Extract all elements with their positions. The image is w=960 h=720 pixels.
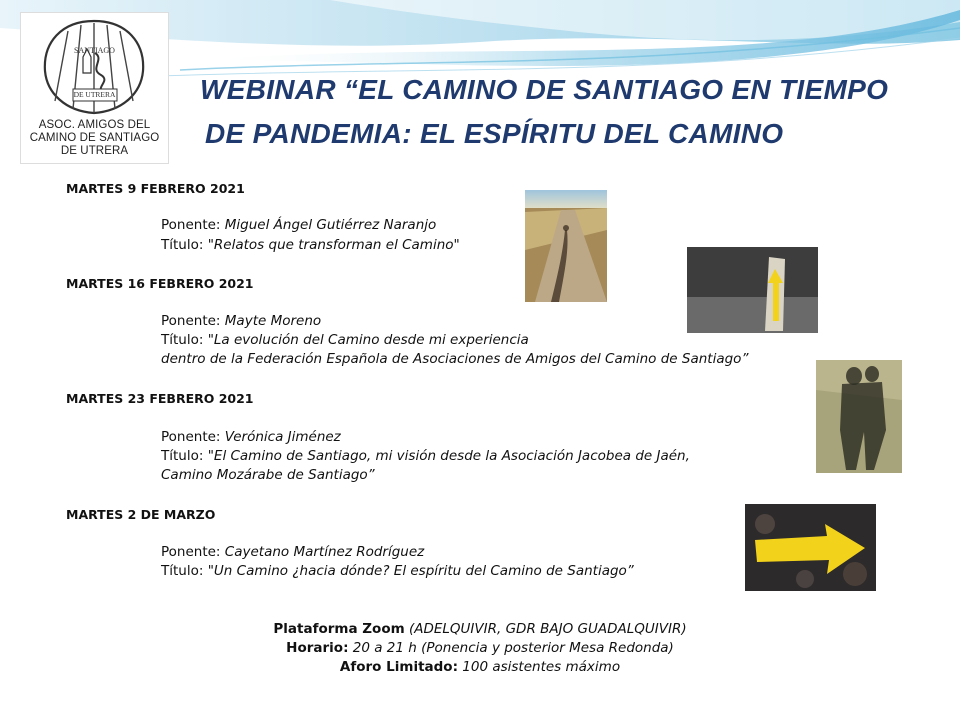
- logo-name-line: CAMINO DE SANTIAGO: [29, 132, 160, 144]
- session-title: [161, 237, 460, 253]
- logo-name: [21, 119, 168, 158]
- platform-label: Plataforma Zoom: [273, 621, 405, 637]
- speaker-label: Ponente:: [161, 217, 225, 233]
- photo-marker-arrow: [687, 247, 818, 333]
- talk-title: "Un Camino ¿hacia dónde? El espíritu del Camino de Santiago”: [207, 563, 634, 579]
- session-date: MARTES 23 FEBRERO 2021: [66, 391, 254, 406]
- schedule-label: Horario:: [286, 640, 349, 656]
- title-label: Título:: [161, 237, 208, 253]
- title-label: Título:: [161, 332, 208, 348]
- talk-title: Camino Mozárabe de Santiago”: [161, 467, 375, 483]
- footer-capacity: [0, 659, 960, 675]
- session-title: [161, 448, 690, 464]
- speaker-label: Ponente:: [161, 429, 225, 445]
- photo-road-shadow: [525, 190, 607, 302]
- logo-top-text: SANTIAGO: [74, 46, 115, 55]
- speaker-name: Miguel Ángel Gutiérrez Naranjo: [224, 217, 437, 233]
- scallop-shell-icon: [21, 13, 168, 121]
- session-date: MARTES 16 FEBRERO 2021: [66, 276, 254, 291]
- session-title-continued: [161, 351, 748, 367]
- session-date: MARTES 2 DE MARZO: [66, 507, 216, 522]
- capacity-label: Aforo Limitado:: [339, 659, 458, 675]
- photo-yellow-arrow: [745, 504, 876, 591]
- title-label: Título:: [161, 448, 208, 464]
- session-speaker: [161, 429, 341, 445]
- speaker-name: Verónica Jiménez: [224, 429, 341, 445]
- talk-title: "Relatos que transforman el Camino": [207, 237, 460, 253]
- page-title-line2: DE PANDEMIA: EL ESPÍRITU DEL CAMINO: [205, 118, 784, 149]
- capacity-detail: 100 asistentes máximo: [457, 659, 621, 675]
- session-title-continued: [161, 467, 375, 483]
- talk-title: "La evolución del Camino desde mi experiencia: [207, 332, 529, 348]
- platform-detail: (ADELQUIVIR, GDR BAJO GUADALQUIVIR): [404, 621, 687, 637]
- footer-schedule: [0, 640, 960, 656]
- session-speaker: [161, 313, 321, 329]
- speaker-label: Ponente:: [161, 544, 225, 560]
- session-title: [161, 563, 634, 579]
- logo-ribbon-text: DE UTRERA: [73, 90, 116, 99]
- speaker-name: Cayetano Martínez Rodríguez: [224, 544, 425, 560]
- logo-name-line: ASOC. AMIGOS DEL: [38, 119, 151, 131]
- talk-title: dentro de la Federación Española de Asociaciones de Amigos del Camino de Santiago”: [161, 351, 749, 367]
- association-logo: [20, 12, 169, 164]
- session-speaker: [161, 217, 436, 233]
- footer-platform: [0, 621, 960, 637]
- logo-name-line: DE UTRERA: [60, 145, 129, 157]
- session-title: [161, 332, 529, 348]
- title-label: Título:: [161, 563, 208, 579]
- speaker-label: Ponente:: [161, 313, 225, 329]
- schedule-detail: 20 a 21 h (Ponencia y posterior Mesa Redonda): [348, 640, 674, 656]
- session-speaker: [161, 544, 424, 560]
- talk-title: "El Camino de Santiago, mi visión desde la Asociación Jacobea de Jaén,: [207, 448, 690, 464]
- speaker-name: Mayte Moreno: [224, 313, 322, 329]
- photo-pilgrim-shadows: [816, 360, 902, 473]
- session-date: MARTES 9 FEBRERO 2021: [66, 181, 245, 196]
- page-title-line1: WEBINAR “EL CAMINO DE SANTIAGO EN TIEMPO: [200, 74, 889, 105]
